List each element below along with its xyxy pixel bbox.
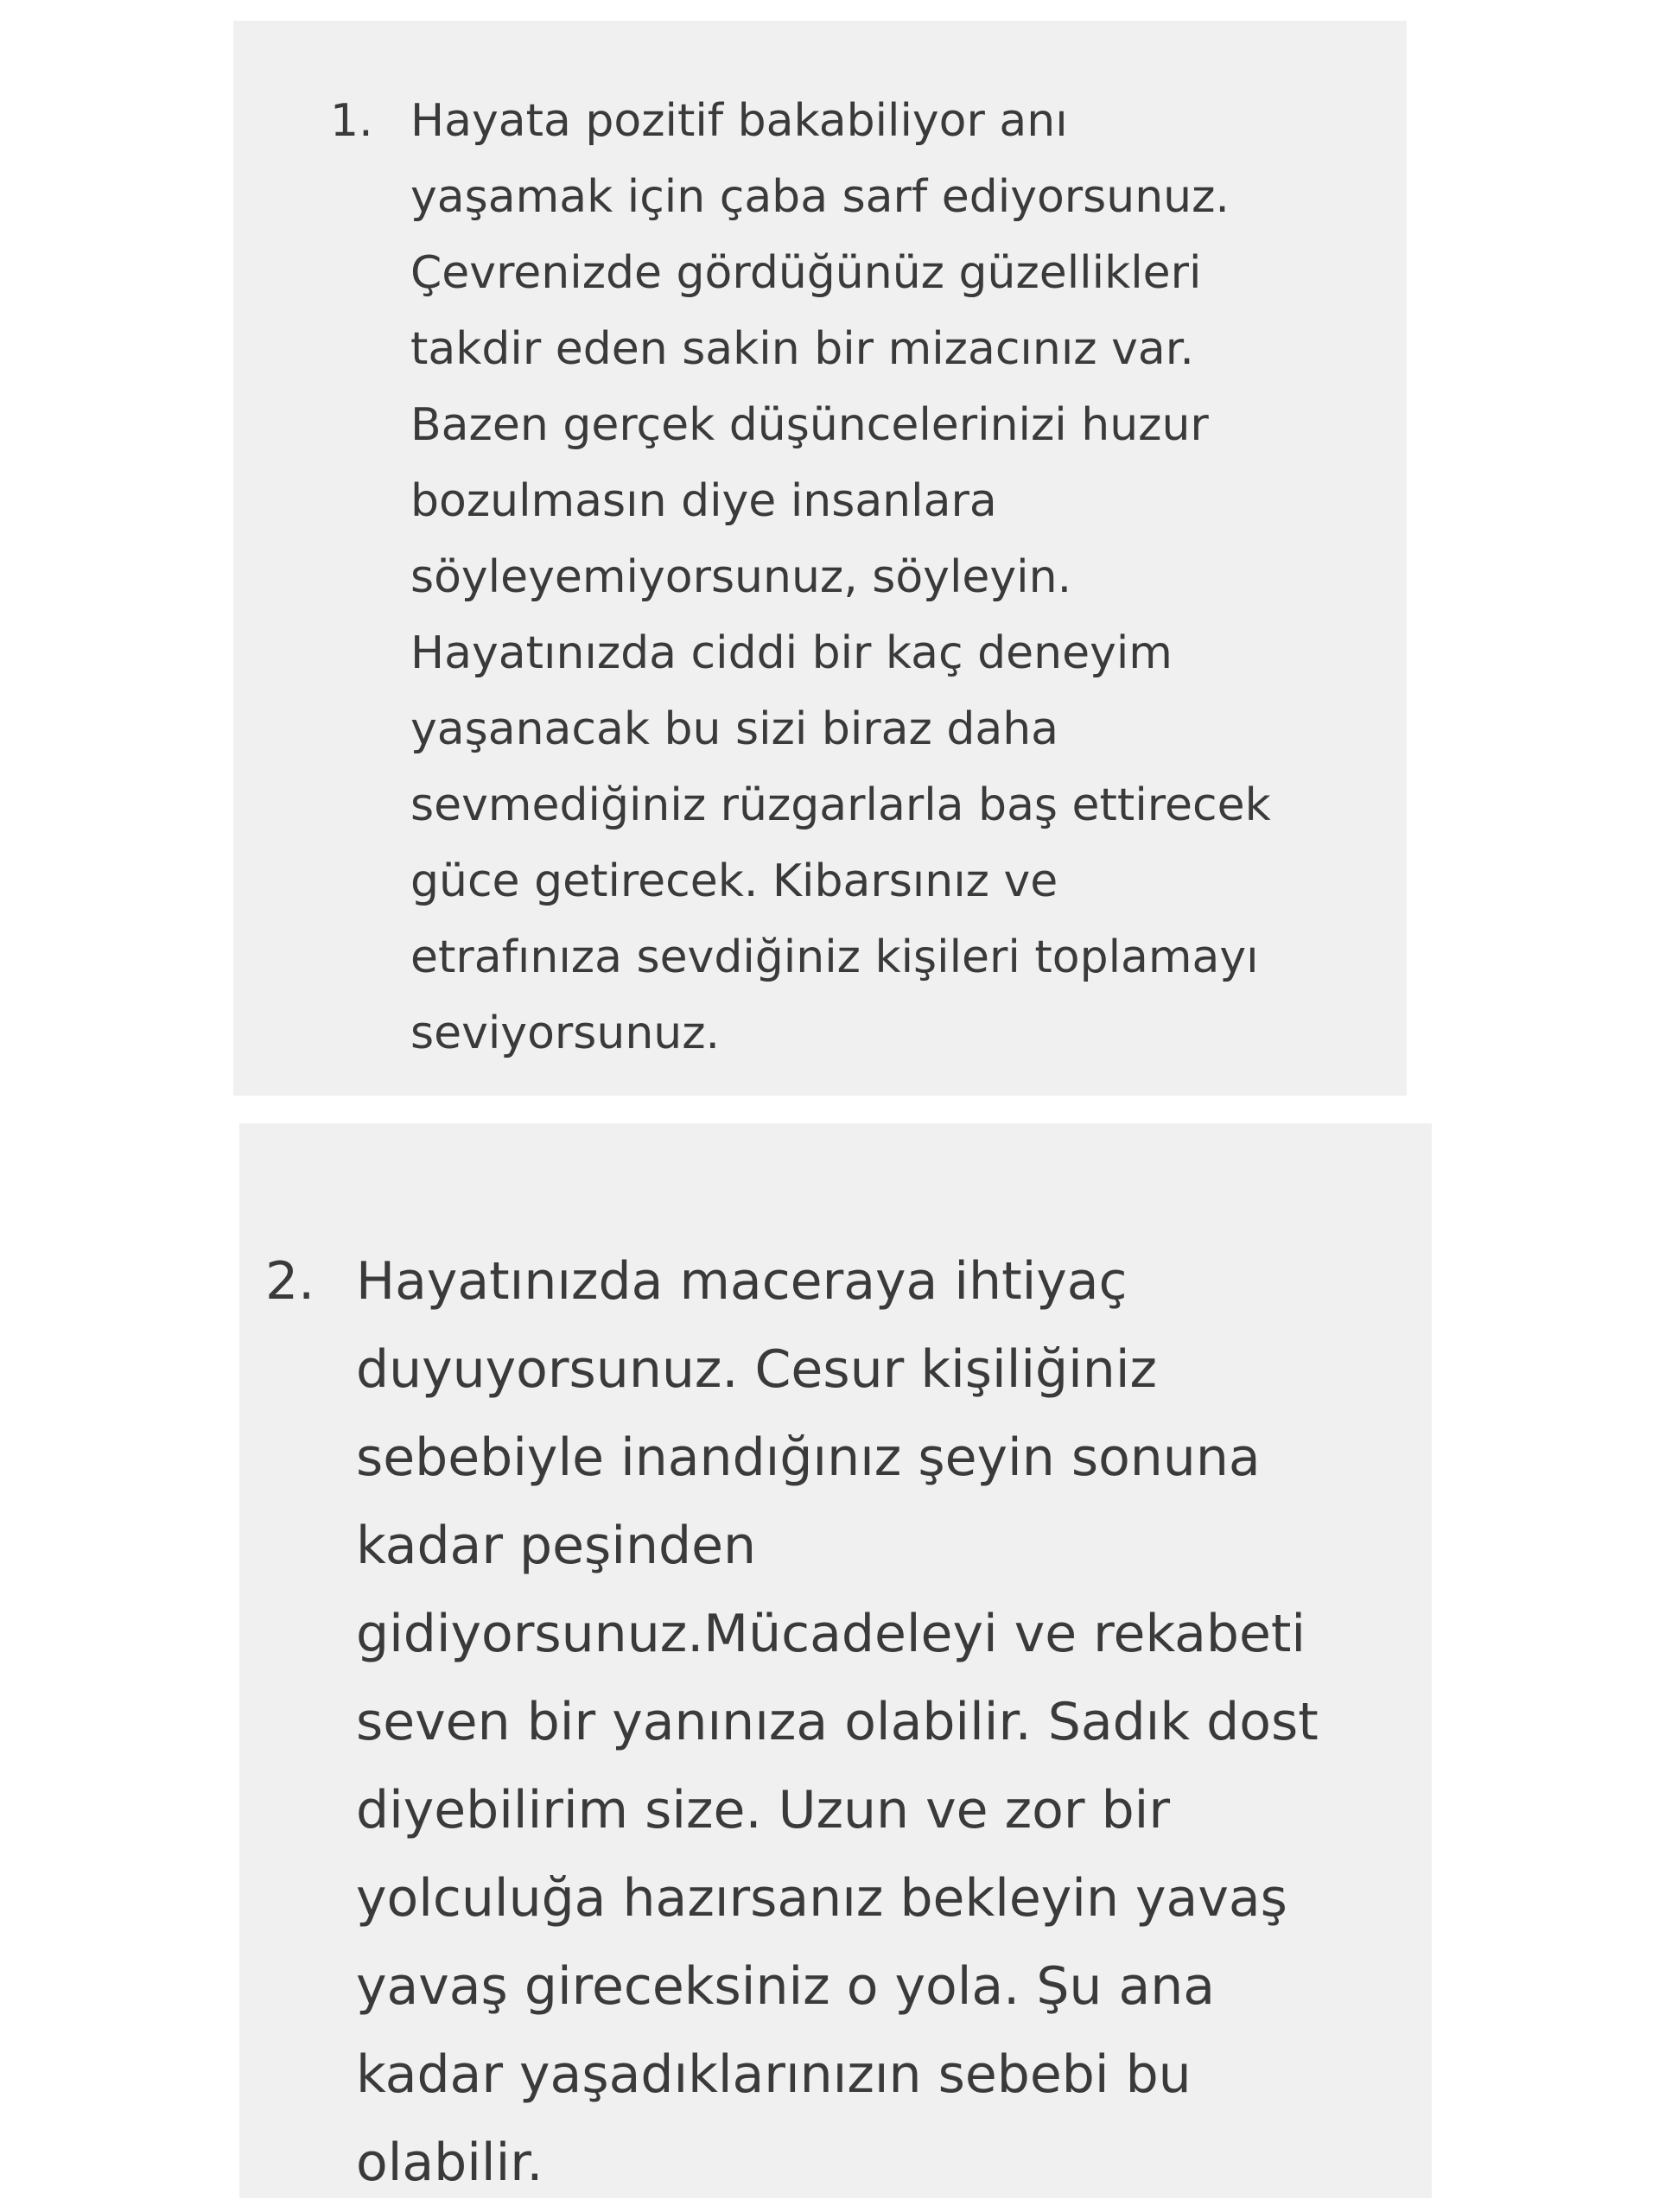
list-item-text: Hayatınızda maceraya ihtiyaç duyuyorsunuz. Cesur kişiliğiniz sebebiyle inandığınız şeyin sonuna kadar peşinden gidiyorsunuz.Mücadeleyi ve rekabeti seven bir yanınıza olabilir. Sadık dost diyebilirim size. Uzun ve zor bir yolculuğa hazırsanız bekleyin yavaş yavaş gireceksiniz o yola. Şu ana kadar yaşadıklarınızın sebebi bu olabilir. (356, 1251, 1319, 2193)
list-item-text: Hayata pozitif bakabiliyor anı yaşamak için çaba sarf ediyorsunuz. Çevrenizde gördüğünüz güzellikleri takdir eden sakin bir mizacınız var. Bazen gerçek düşüncelerinizi huzur bozulmasın diye insanlara söyleyemiyorsunuz, söyleyin. Hayatınızda ciddi bir kaç deneyim yaşanacak bu sizi biraz daha sevmediğiniz rüzgarlarla baş ettirecek güce getirecek. Kibarsınız ve etrafınıza sevdiğiniz kişileri toplamayı seviyorsunuz. (410, 95, 1271, 1059)
note-card-2 (239, 1123, 1432, 2198)
list-item-number: 2. (265, 1251, 315, 1312)
list-item-number: 1. (330, 95, 373, 147)
note-card-1 (233, 21, 1407, 1096)
